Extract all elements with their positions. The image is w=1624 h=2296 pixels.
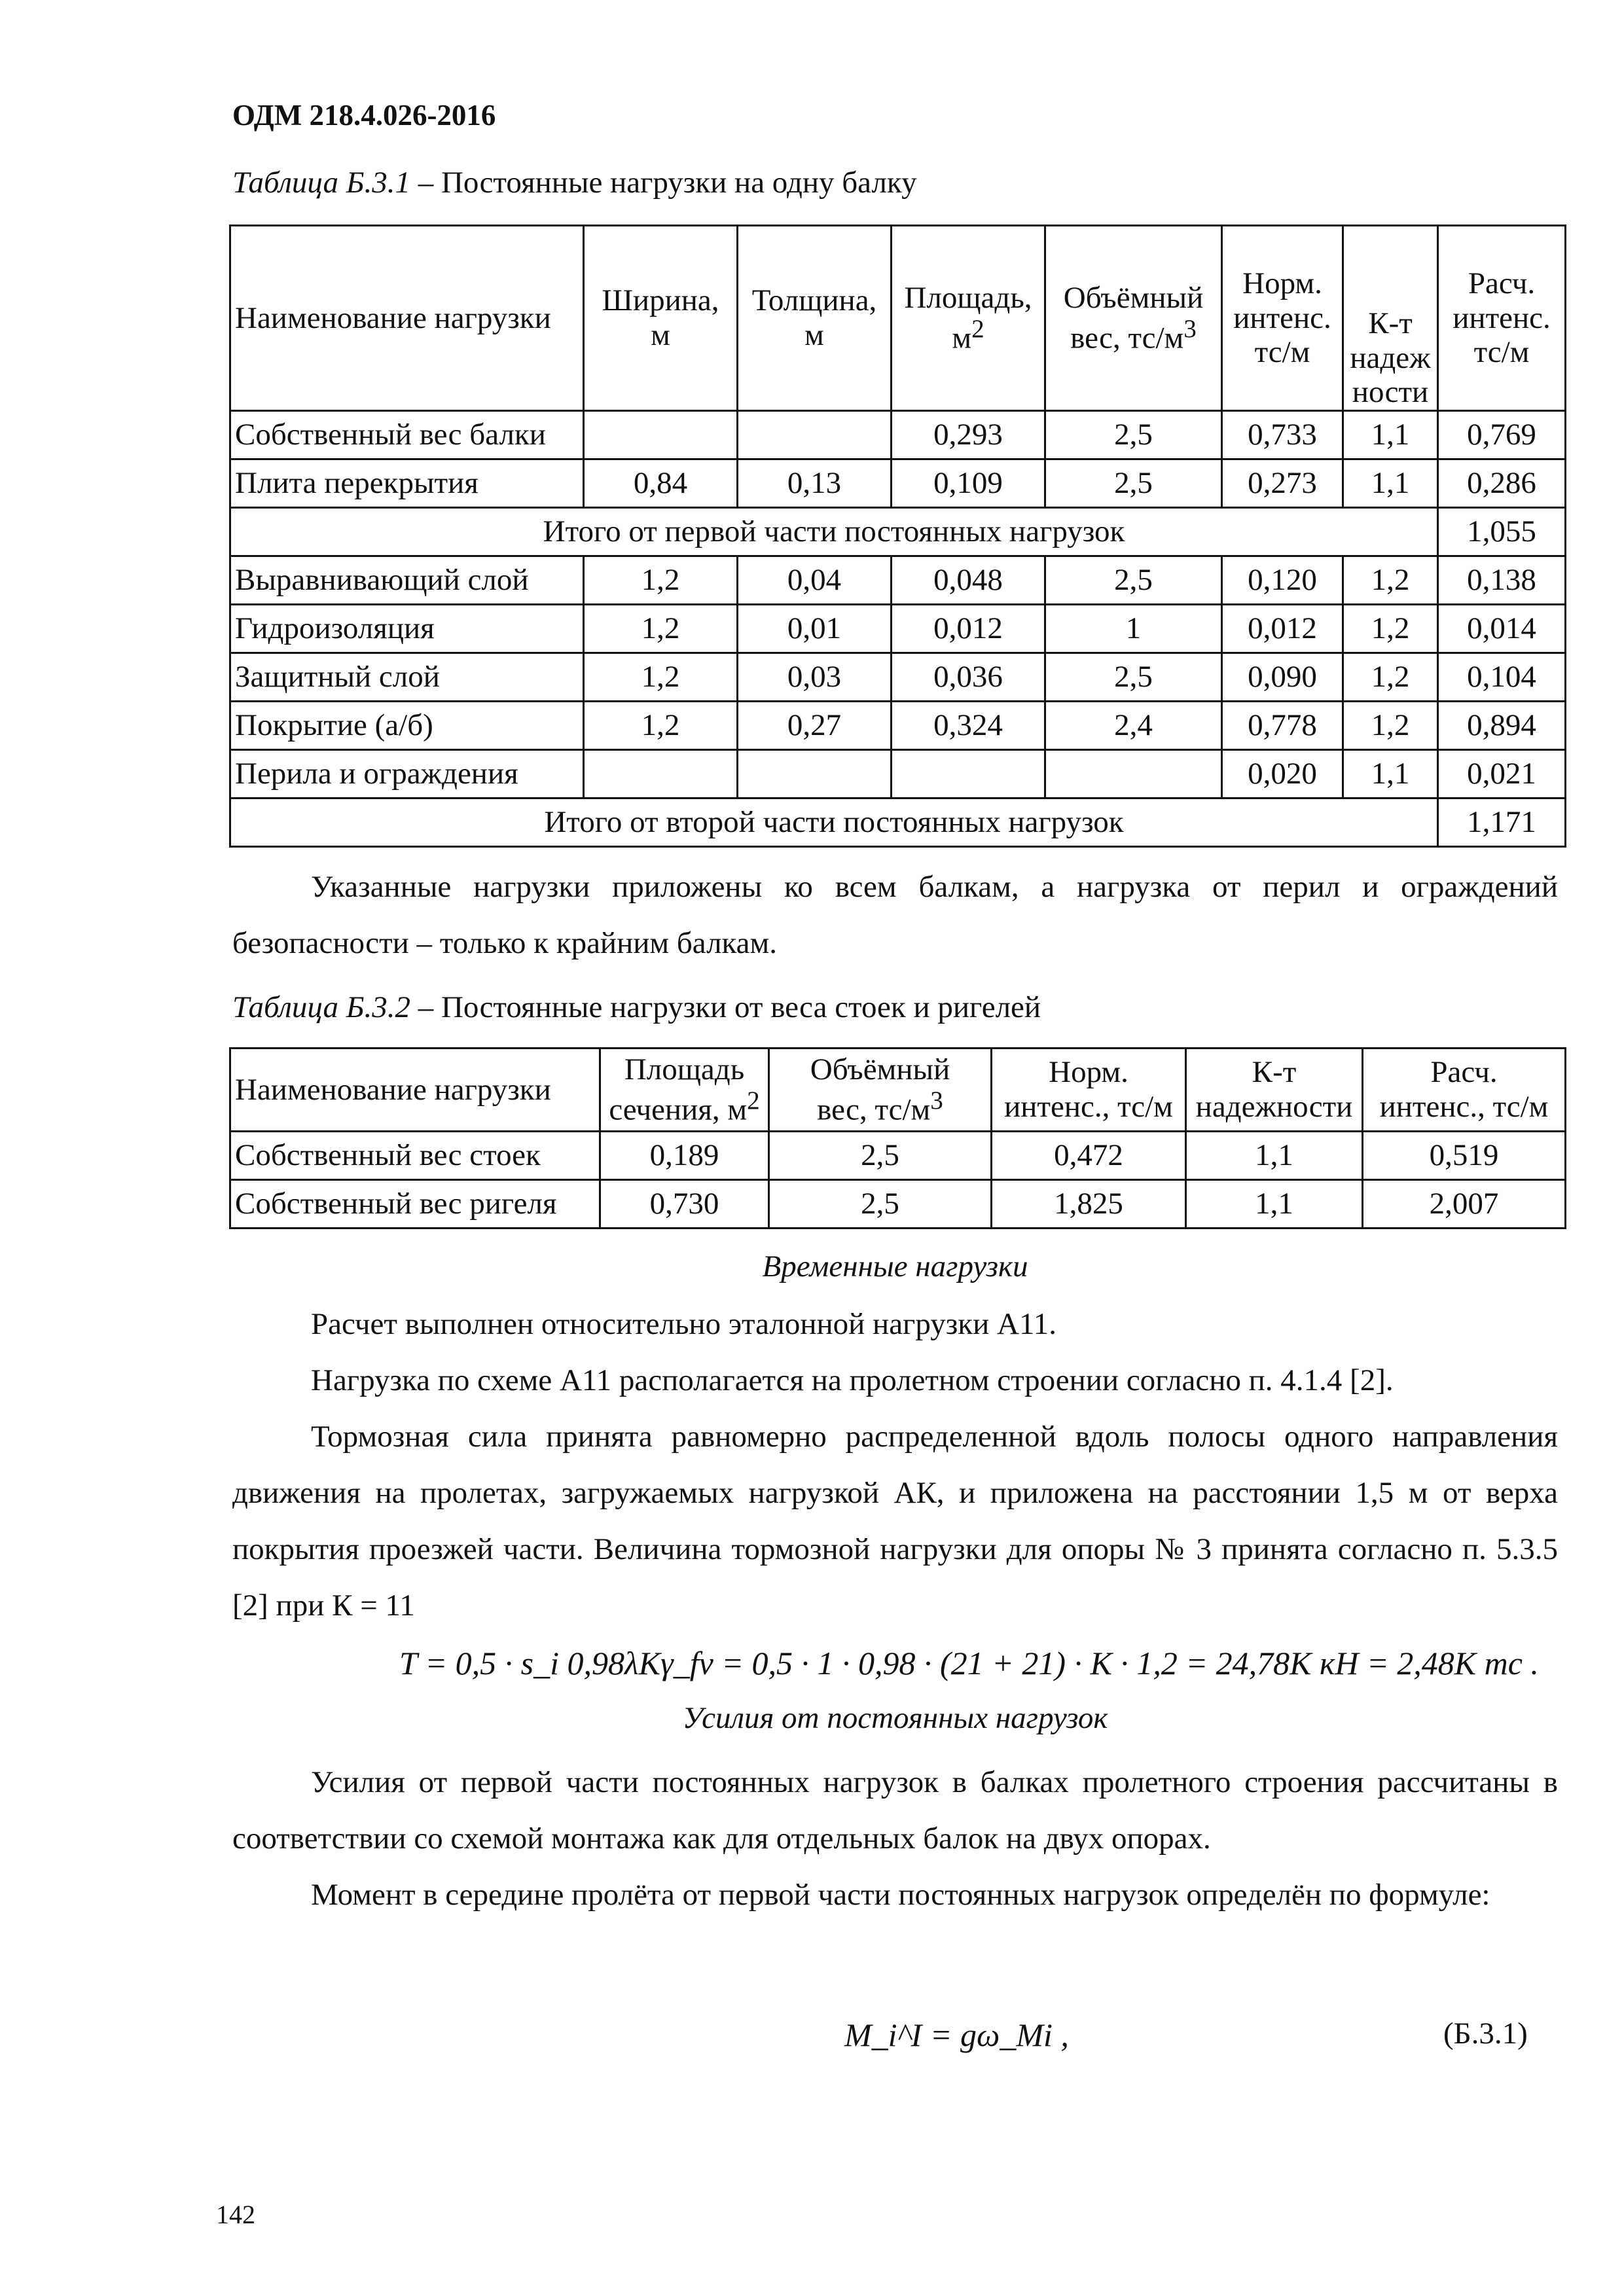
table1-header-calc-intensity: Расч. интенс. тс/м [1438, 226, 1566, 411]
document-code-header: ОДМ 218.4.026-2016 [232, 99, 496, 132]
table1-subtotal-row-1 [230, 508, 1566, 556]
table2-caption [232, 990, 1041, 1025]
subtotal-label: Итого от первой части постоянных нагрузок [230, 508, 1438, 556]
table1-header-thickness: Толщина, м [738, 226, 892, 411]
table1-header-norm-intensity: Норм. интенс. тс/м [1222, 226, 1343, 411]
section-heading-constant-load-forces: Усилия от постоянных нагрузок [682, 1701, 1108, 1735]
table2-header-volume-weight: Объёмный вес, $тс/м^3$ [769, 1049, 992, 1132]
paragraph-calc-reference: Расчет выполнен относительно эталонной нагрузки А11. [311, 1307, 1056, 1341]
formula-braking-force: T = 0,5 · s_i 0,98λKγ_fv = 0,5 · 1 · 0,98 · (21 + 21) · K · 1,2 = 24,78K кН = 2,48K тс . [399, 1645, 1539, 1681]
table2-header-reliability-factor: К-т надежности [1186, 1049, 1363, 1132]
table1-header-width: Ширина, м [584, 226, 738, 411]
table1-constant-loads-per-beam [229, 224, 1566, 848]
table1-header-area: Площадь, $м^2$ [892, 226, 1045, 411]
table1-header-volume-weight: Объёмный вес, $тс/м^3$ [1045, 226, 1222, 411]
table-row: Гидроизоляция 1,2 0,01 0,012 1 0,012 1,2 0,014 [230, 605, 1566, 653]
table-row: Собственный вес стоек 0,189 2,5 0,472 1,1 0,519 [230, 1132, 1566, 1180]
table1-header-row [230, 226, 1566, 411]
table2-header-row [230, 1049, 1566, 1132]
table-row: Выравнивающий слой 1,2 0,04 0,048 2,5 0,120 1,2 0,138 [230, 556, 1566, 605]
formula-moment: M_i^I = gω_Mi , [844, 2017, 1069, 2053]
paragraph-midspan-moment: Момент в середине пролёта от первой части постоянных нагрузок определён по формуле: [311, 1878, 1490, 1912]
table-row: Защитный слой 1,2 0,03 0,036 2,5 0,090 1,2 0,104 [230, 653, 1566, 702]
table1-header-name: Наименование нагрузки [230, 226, 584, 411]
paragraph-braking-force: Тормозная сила принята равномерно распределенной вдоль полосы одного направления движения на пролетах, загружаемых нагрузкой АК, и приложена на расстоянии 1,5 м от верха покрытия проезжей части. Величина тормозной нагрузки для опоры № 3 принята согласно п. 5.3.5 [2] при К = 11 [232, 1420, 1558, 1623]
section-heading-temporary-loads: Временные нагрузки [762, 1249, 1028, 1283]
table-row: Плита перекрытия 0,84 0,13 0,109 2,5 0,273 1,1 0,286 [230, 459, 1566, 508]
table1-caption-number: Таблица Б.3.1 [232, 166, 410, 200]
table2-header-norm-intensity: Норм. интенс., тс/м [992, 1049, 1186, 1132]
table-row: Перила и ограждения 0,020 1,1 0,021 [230, 750, 1566, 798]
table2-caption-text: – Постоянные нагрузки от веса стоек и ригелей [410, 990, 1041, 1024]
formula-number: (Б.3.1) [1443, 2017, 1528, 2051]
subtotal-value: 1,055 [1438, 508, 1566, 556]
paragraph-first-part-forces: Усилия от первой части постоянных нагрузок в балках пролетного строения рассчитаны в соответствии со схемой монтажа как для отдельных балок на двух опорах. [232, 1765, 1558, 1856]
paragraph-scheme-a11: Нагрузка по схеме А11 располагается на пролетном строении согласно п. 4.1.4 [2]. [311, 1363, 1394, 1397]
table2-posts-and-crossbars-loads [229, 1047, 1566, 1229]
table-row: Покрытие (а/б) 1,2 0,27 0,324 2,4 0,778 1,2 0,894 [230, 702, 1566, 750]
table2-header-calc-intensity: Расч. интенс., тс/м [1363, 1049, 1566, 1132]
table2-header-area: Площадь сечения, $м^2$ [600, 1049, 769, 1132]
paragraph-loads-applied: Указанные нагрузки приложены ко всем балкам, а нагрузка от перил и ограждений безопасности – только к крайним балкам. [232, 870, 1558, 960]
table1-subtotal-row-2 [230, 798, 1566, 847]
table-row: Собственный вес балки 0,293 2,5 0,733 1,1 0,769 [230, 411, 1566, 459]
table2-header-name: Наименование нагрузки [230, 1049, 600, 1132]
subtotal-label: Итого от второй части постоянных нагрузок [230, 798, 1438, 847]
table2-caption-number: Таблица Б.3.2 [232, 990, 410, 1024]
page-number: 142 [216, 2200, 255, 2229]
table1-header-reliability-factor: К-т надеж ности [1343, 226, 1438, 411]
table1-caption-text: – Постоянные нагрузки на одну балку [410, 166, 917, 200]
subtotal-value: 1,171 [1438, 798, 1566, 847]
table1-caption [232, 165, 917, 200]
table-row: Собственный вес ригеля 0,730 2,5 1,825 1,1 2,007 [230, 1180, 1566, 1229]
